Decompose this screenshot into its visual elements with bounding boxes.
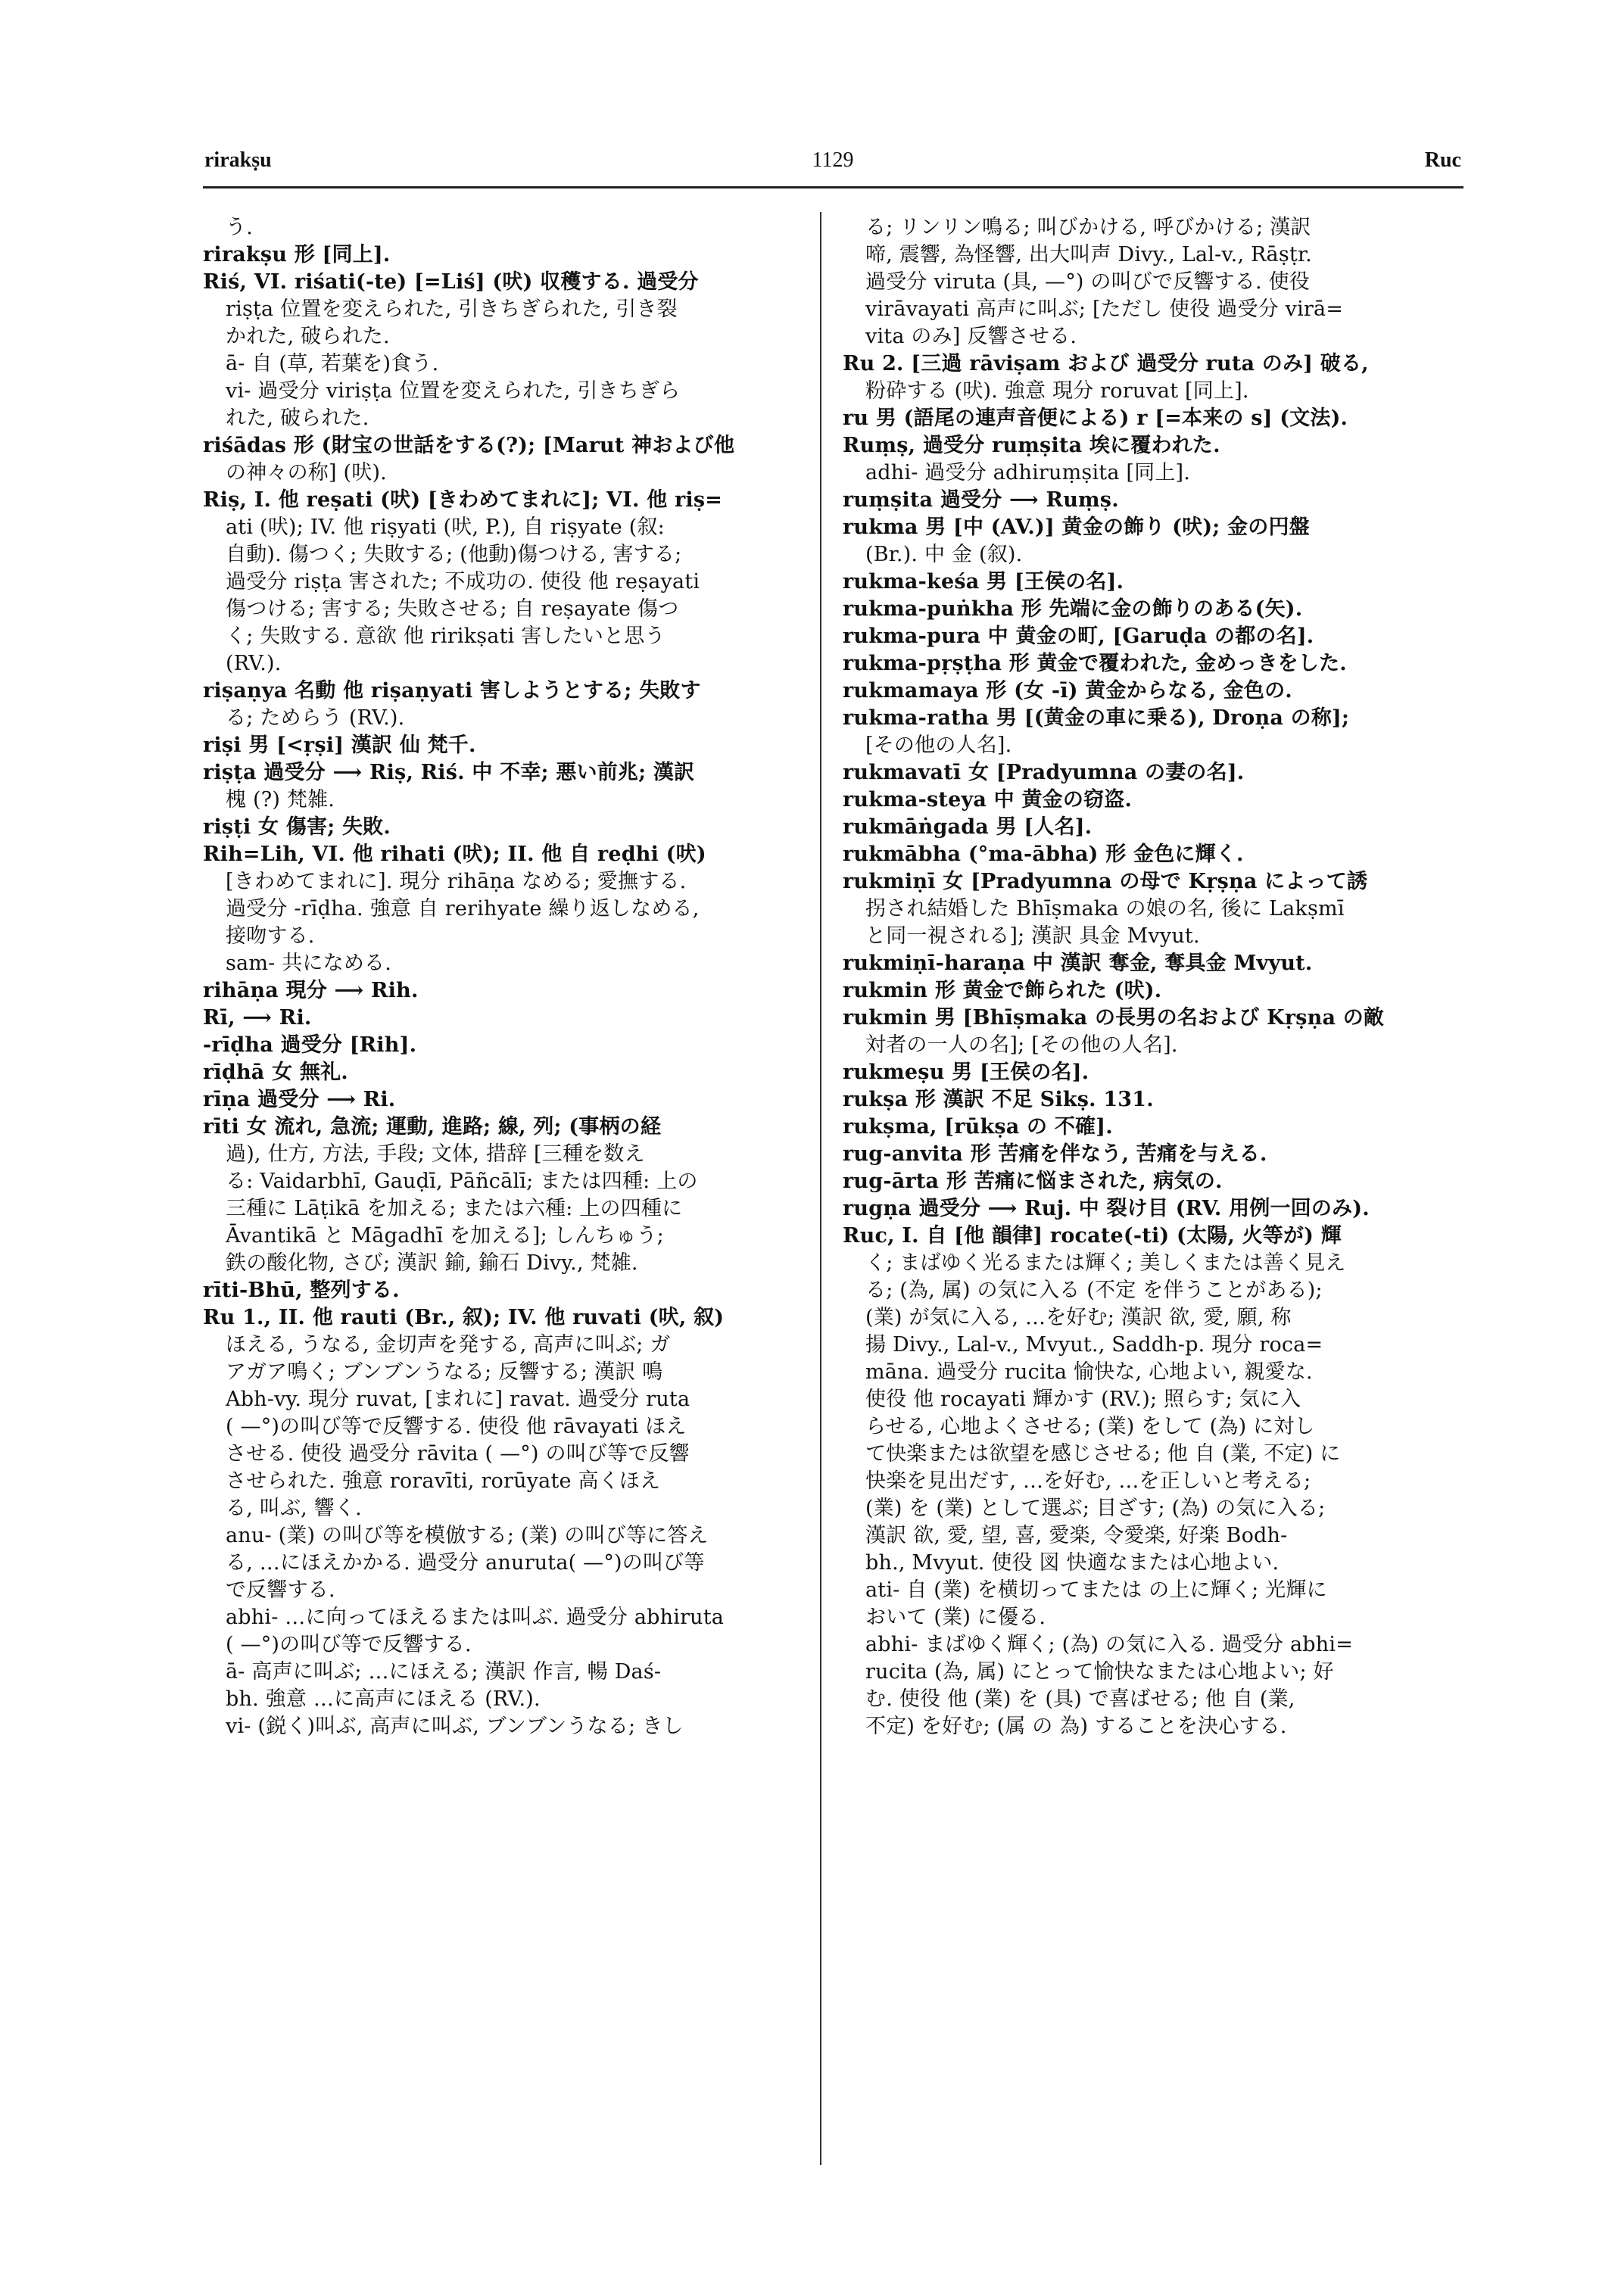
entry-line: anu- (業) の叫び等を模倣する; (業) の叫び等に答え [226,1524,709,1547]
entry-line: 接吻する. [226,924,315,948]
running-head [204,148,1461,179]
entry-headline: riṣṭa 過受分 ⟶ Riṣ, Riś. 中 不幸; 悪い前兆; 漢訳 [203,761,695,784]
entry-headline: riṣṭi 女 傷害; 失敗. [203,815,391,839]
entry-line: vi- 過受分 viriṣṭa 位置を変えられた, 引きちぎら [226,379,681,403]
entry-headline: Ruṃṣ, 過受分 ruṃṣita 埃に覆われた. [843,434,1220,457]
entry-line: ほえる, うなる, 金切声を発する, 高声に叫ぶ; ガ [226,1333,671,1357]
entry-headline: rukmin 形 黄金で飾られた (吠). [843,979,1162,1002]
entry-line: bh., Mvyut. 使役 図 快適なまたは心地よい. [865,1551,1280,1575]
entry-line: 鉄の酸化物, さび; 漢訳 鍮, 鍮石 Divy., 梵雑. [226,1251,638,1275]
entry-line: る, …にほえかかる. 過受分 anuruta( —°)の叫び等 [226,1551,705,1575]
column-divider [820,212,821,2165]
entry-headline: ru 男 (語尾の連声音便による) r [=本来の s] (文法). [843,407,1348,430]
entry-line: abhi- …に向ってほえるまたは叫ぶ. 過受分 abhiruta [226,1606,725,1629]
entry-headline: rukmin 男 [Bhīṣmaka の長男の名および Kṛṣṇa の敵 [843,1006,1385,1030]
entry-line: (RV.). [226,652,282,675]
right-column [843,214,1448,2175]
entry-line: と同一視される]; 漢訳 具金 Mvyut. [865,924,1200,948]
entry-line: (業) を (業) として選ぶ; 目ざす; (為) の気に入る; [865,1497,1326,1520]
entry-headline: Rī, ⟶ Ri. [203,1006,312,1030]
entry-line: る: Vaidarbhī, Gauḍī, Pāñcālī; または四種: 上の [226,1170,698,1193]
header-rule [203,186,1463,188]
entry-headline: -rīḍha 過受分 [Rih]. [203,1033,417,1057]
entry-headline: rirakṣu 形 [同上]. [203,243,391,266]
entry-line: 拐され結婚した Bhīṣmaka の娘の名, 後に Lakṣmī [865,897,1345,921]
entry-headline: rugṇa 過受分 ⟶ Ruj. 中 裂け目 (RV. 用例一回のみ). [843,1197,1370,1220]
entry-headline: rukṣma, [rūkṣa の 不確]. [843,1115,1113,1139]
entry-headline: rukmābha (°ma-ābha) 形 金色に輝く. [843,843,1244,866]
entry-line: く; 失敗する. 意欲 他 ririkṣati 害したいと思う [226,625,665,648]
entry-headline: Riṣ, I. 他 reṣati (吠) [きわめてまれに]; VI. 他 riṣ= [203,488,723,512]
entry-headline: rug-anvita 形 苦痛を伴なう, 苦痛を与える. [843,1142,1267,1166]
entry-headline: rukma-ratha 男 [(黄金の車に乗る), Droṇa の称]; [843,706,1350,730]
entry-headline: rukma 男 [中 (AV.)] 黄金の飾り (吠); 金の円盤 [843,516,1310,539]
entry-line: る; (為, 属) の気に入る (不定 を伴うことがある); [865,1279,1323,1302]
entry-line: 過受分 viruta (具, —°) の叫びで反響する. 使役 [865,270,1310,294]
entry-headline: rukmiṇī-haraṇa 中 漢訳 奪金, 奪具金 Mvyut. [843,952,1313,975]
entry-line: sam- 共になめる. [226,952,392,975]
page-number: 1129 [812,148,854,172]
left-column [203,214,809,2175]
entry-line: る; リンリン鳴る; 叫びかける, 呼びかける; 漢訳 [865,216,1311,239]
entry-headline: riṣi 男 [<ṛṣi] 漢訳 仙 梵千. [203,734,476,757]
entry-line: 過), 仕方, 方法, 手段; 文体, 措辞 [三種を数え [226,1142,645,1166]
entry-headline: rukmamaya 形 (女 -ī) 黄金からなる, 金色の. [843,679,1292,703]
entry-headline: rukma-pṛṣṭha 形 黄金で覆われた, 金めっきをした. [843,652,1347,675]
entry-line: させられた. 強意 roravīti, rorūyate 高くほえ [226,1469,661,1493]
entry-line: て快楽または欲望を感じさせる; 他 自 (業, 不定) に [865,1442,1341,1466]
entry-line: らせる, 心地よくさせる; (業) をして (為) に対し [865,1415,1315,1438]
entry-line: 使役 他 rocayati 輝かす (RV.); 照らす; 気に入 [865,1388,1301,1411]
entry-line: る; ためらう (RV.). [226,706,405,730]
entry-line: rucita (為, 属) にとって愉快なまたは心地よい; 好 [865,1660,1334,1684]
entry-line: 過受分 riṣṭa 害された; 不成功の. 使役 他 reṣayati [226,570,700,594]
entry-headline: rukmeṣu 男 [王侯の名]. [843,1061,1089,1084]
entry-headline: rukmiṇī 女 [Pradyumna の母で Kṛṣṇa によって誘 [843,870,1368,893]
entry-line: かれた, 破られた. [226,325,390,348]
entry-line: おいて (業) に優る. [865,1606,1046,1629]
entry-headline: rug-ārta 形 苦痛に悩まされた, 病気の. [843,1170,1223,1193]
entry-headline: rukma-keśa 男 [王侯の名]. [843,570,1124,594]
entry-line: 揚 Divy., Lal-v., Mvyut., Saddh-p. 現分 roca= [865,1333,1323,1357]
entry-headline: Riś, VI. riśati(-te) [=Liś] (吠) 収穫する. 過受分 [203,270,699,294]
entry-line: る, 叫ぶ, 響く. [226,1497,362,1520]
entry-headline: Ruc, I. 自 [他 韻律] rocate(-ti) (太陽, 火等が) 輝 [843,1224,1342,1248]
entry-line: アガア鳴く; ブンブンうなる; 反響する; 漢訳 鳴 [226,1360,663,1384]
entry-line: Āvantikā と Māgadhī を加える]; しんちゅう; [226,1224,664,1248]
entry-headline: Ru 1., II. 他 rauti (Br., 叙); IV. 他 ruvati (吠, 叙) [203,1306,725,1329]
entry-line: riṣṭa 位置を変えられた, 引きちぎられた, 引き裂 [226,298,678,321]
entry-line: vita のみ] 反響させる. [865,325,1077,348]
entry-line: れた, 破られた. [226,407,369,430]
entry-line: [その他の人名]. [865,734,1012,757]
entry-headline: rīṇa 過受分 ⟶ Ri. [203,1088,396,1111]
running-head-right: Ruc [1424,148,1461,172]
entry-headline: rīḍhā 女 無礼. [203,1061,348,1084]
entry-headline: rukmavatī 女 [Pradyumna の妻の名]. [843,761,1245,784]
entry-line: virāvayati 高声に叫ぶ; [ただし 使役 過受分 virā= [865,298,1344,321]
entry-line: adhi- 過受分 adhiruṃṣita [同上]. [865,461,1191,484]
entry-headline: Ru 2. [三過 rāviṣam および 過受分 ruta のみ] 破る, [843,352,1369,375]
entry-headline: rukma-pura 中 黄金の町, [Garuḍa の都の名]. [843,625,1314,648]
entry-line: 啼, 震響, 為怪響, 出大叫声 Divy., Lal-v., Rāṣṭr. [865,243,1312,266]
entry-line: 不定) を好む; (属 の 為) することを決心する. [865,1715,1287,1738]
entry-line: う. [226,216,253,239]
entry-line: ( —°)の叫び等で反響する. 使役 他 rāvayati ほえ [226,1415,687,1438]
entry-headline: ruṃṣita 過受分 ⟶ Ruṃṣ. [843,488,1119,512]
entry-line: く; まばゆく光るまたは輝く; 美しくまたは善く見え [865,1251,1346,1275]
entry-line: の神々の称] (吠). [226,461,387,484]
entry-line: ( —°)の叫び等で反響する. [226,1633,472,1656]
entry-line: vi- (鋭く)叫ぶ, 高声に叫ぶ, ブンブンうなる; きし [226,1715,684,1738]
entry-line: させる. 使役 過受分 rāvita ( —°) の叫び等で反響 [226,1442,690,1466]
entry-line: 自動). 傷つく; 失敗する; (他動)傷つける, 害する; [226,543,682,566]
entry-line: ā- 高声に叫ぶ; …にほえる; 漢訳 作言, 暢 Daś- [226,1660,662,1684]
entry-headline: Rih=Lih, VI. 他 rihati (吠); II. 他 自 reḍhi (吠) [203,843,706,866]
running-head-left: rirakṣu [204,148,272,172]
entry-line: ati (吠); IV. 他 riṣyati (吠, P.), 自 riṣyate (叙: [226,516,665,539]
entry-line: māna. 過受分 rucita 愉快な, 心地よい, 親愛な. [865,1360,1313,1384]
entry-line: 対者の一人の名]; [その他の人名]. [865,1033,1178,1057]
entry-line: (Br.). 中 金 (叙). [865,543,1023,566]
entry-line: 槐 (?) 梵雑. [226,788,335,812]
entry-line: 漢訳 欲, 愛, 望, 喜, 愛楽, 令愛楽, 好楽 Bodh- [865,1524,1288,1547]
entry-line: 傷つける; 害する; 失敗させる; 自 reṣayate 傷つ [226,597,679,621]
entry-line: 快楽を見出だす, …を好む, …を正しいと考える; [865,1469,1311,1493]
entry-line: Abh-vy. 現分 ruvat, [まれに] ravat. 過受分 ruta [226,1388,690,1411]
entry-line: abhi- まばゆく輝く; (為) の気に入る. 過受分 abhi= [865,1633,1354,1656]
entry-line: bh. 強意 …に高声にほえる (RV.). [226,1687,541,1711]
entry-line: 粉砕する (吠). 強意 現分 roruvat [同上]. [865,379,1249,403]
entry-headline: rihāṇa 現分 ⟶ Rih. [203,979,419,1002]
entry-line: む. 使役 他 (業) を (具) で喜ばせる; 他 自 (業, [865,1687,1295,1711]
entry-line: ati- 自 (業) を横切ってまたは の上に輝く; 光輝に [865,1578,1327,1602]
entry-headline: riśādas 形 (財宝の世話をする(?); [Marut 神および他 [203,434,735,457]
entry-headline: rīti-Bhū, 整列する. [203,1279,400,1302]
entry-line: [きわめてまれに]. 現分 rihāṇa なめる; 愛撫する. [226,870,687,893]
entry-line: (業) が気に入る, …を好む; 漢訳 欲, 愛, 願, 称 [865,1306,1292,1329]
entry-headline: riṣaṇya 名動 他 riṣaṇyati 害しようとする; 失敗す [203,679,701,703]
entry-line: 三種に Lāṭikā を加える; または六種: 上の四種に [226,1197,683,1220]
entry-line: 過受分 -rīḍha. 強意 自 rerihyate 繰り返しなめる, [226,897,700,921]
entry-headline: rukma-steya 中 黄金の窃盗. [843,788,1133,812]
entry-headline: rukṣa 形 漢訳 不足 Sikṣ. 131. [843,1088,1154,1111]
entry-line: ā- 自 (草, 若葉を)食う. [226,352,439,375]
entry-headline: rukma-puṅkha 形 先端に金の飾りのある(矢). [843,597,1303,621]
entry-headline: rukmāṅgada 男 [人名]. [843,815,1093,839]
entry-headline: rīti 女 流れ, 急流; 運動, 進路; 線, 列; (事柄の経 [203,1115,662,1139]
entry-line: で反響する. [226,1578,335,1602]
